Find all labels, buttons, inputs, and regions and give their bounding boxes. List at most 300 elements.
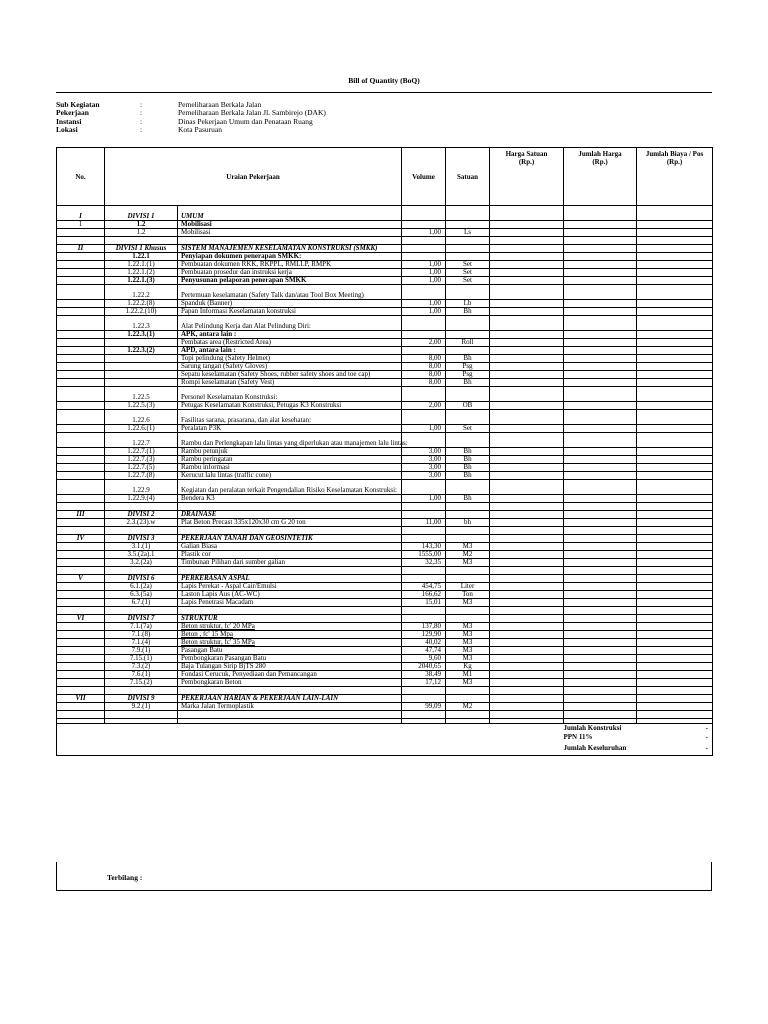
table-row	[57, 591, 713, 599]
row-jumlah-biaya	[637, 464, 713, 472]
row-code: 1.22.1	[105, 253, 178, 261]
table-row	[57, 703, 713, 711]
row-no	[57, 487, 105, 495]
row-jumlah-biaya	[637, 363, 713, 371]
row-description: Sarung tangan (Safety Gloves)	[178, 363, 402, 371]
row-harga-satuan	[490, 229, 564, 237]
table-row	[57, 599, 713, 607]
row-description: PEKERJAAN HARIAN & PEKERJAAN LAIN-LAIN	[178, 695, 402, 703]
row-code: 1.22.1.(2)	[105, 269, 178, 277]
row-code	[105, 371, 178, 379]
empty-cell	[446, 607, 490, 615]
row-harga-satuan	[490, 695, 564, 703]
row-harga-satuan	[490, 575, 564, 583]
row-code: 1.22.6.(1)	[105, 425, 178, 433]
row-no	[57, 331, 105, 339]
totals-label: PPN 11%	[563, 733, 593, 741]
row-jumlah-biaya	[637, 456, 713, 464]
row-jumlah-harga	[564, 269, 637, 277]
row-no	[57, 292, 105, 300]
row-no	[57, 663, 105, 671]
row-satuan: M2	[446, 703, 490, 711]
row-code: DIVISI 2	[105, 511, 178, 519]
row-code: 1.22.7.(5)	[105, 464, 178, 472]
row-jumlah-biaya	[637, 695, 713, 703]
row-description: Rambu dan Perlengkapan lalu lintas yang diperlukan atau manajemen lalu lintas:	[178, 440, 402, 448]
row-no	[57, 339, 105, 347]
table-row	[57, 221, 713, 229]
row-description: PERKERASAN ASPAL	[178, 575, 402, 583]
totals-row	[57, 724, 713, 734]
table-row	[57, 363, 713, 371]
row-jumlah-harga	[564, 695, 637, 703]
row-harga-satuan	[490, 559, 564, 567]
row-code: 7.6.(1)	[105, 671, 178, 679]
row-jumlah-biaya	[637, 323, 713, 331]
row-no	[57, 519, 105, 527]
row-description: Rambu petunjuk	[178, 448, 402, 456]
row-jumlah-biaya	[637, 655, 713, 663]
row-harga-satuan	[490, 583, 564, 591]
row-jumlah-harga	[564, 487, 637, 495]
row-jumlah-harga	[564, 229, 637, 237]
row-jumlah-biaya	[637, 448, 713, 456]
row-description: Peralatan P3K	[178, 425, 402, 433]
row-volume: 1,00	[402, 269, 446, 277]
empty-cell	[446, 567, 490, 575]
row-jumlah-harga	[564, 599, 637, 607]
header-jumlah-harga: Jumlah Harga (Rp.)	[564, 148, 637, 206]
info-value: Kota Pasuruan	[178, 124, 222, 134]
row-harga-satuan	[490, 655, 564, 663]
row-volume: 1,00	[402, 300, 446, 308]
row-satuan: Psg	[446, 371, 490, 379]
row-no	[57, 371, 105, 379]
row-satuan: M3	[446, 655, 490, 663]
row-no	[57, 394, 105, 402]
row-harga-satuan	[490, 253, 564, 261]
row-no: III	[57, 511, 105, 519]
row-satuan: M1	[446, 671, 490, 679]
row-no	[57, 623, 105, 631]
empty-cell	[57, 711, 105, 719]
row-jumlah-biaya	[637, 292, 713, 300]
row-harga-satuan	[490, 671, 564, 679]
empty-cell	[446, 503, 490, 511]
totals-blank	[57, 742, 564, 756]
row-code: 3.1.(1)	[105, 543, 178, 551]
row-jumlah-harga	[564, 363, 637, 371]
row-satuan: Ton	[446, 591, 490, 599]
row-satuan: M3	[446, 623, 490, 631]
row-code: 6.1.(2a)	[105, 583, 178, 591]
row-description: Kegiatan dan peralatan terkait Pengendalian Risiko Keselamatan Konstruksi:	[178, 487, 402, 495]
row-description: Petugas Keselamatan Konstruksi, Petugas K3 Konstruksi	[178, 402, 402, 410]
row-no	[57, 253, 105, 261]
empty-cell	[446, 206, 490, 214]
row-satuan: Bh	[446, 464, 490, 472]
row-jumlah-harga	[564, 535, 637, 543]
row-jumlah-harga	[564, 703, 637, 711]
info-colon: :	[140, 108, 143, 118]
row-jumlah-harga	[564, 503, 637, 511]
row-volume: 137,80	[402, 623, 446, 631]
row-jumlah-biaya	[637, 308, 713, 316]
row-jumlah-harga	[564, 417, 637, 425]
row-harga-satuan	[490, 456, 564, 464]
row-jumlah-harga	[564, 308, 637, 316]
totals-label: Jumlah Konstruksi	[563, 724, 622, 732]
row-description: Pertemuan keselamatan (Safety Talk dan/atau Tool Box Meeting)	[178, 292, 402, 300]
table-row	[57, 495, 713, 503]
row-description: APD, antara lain :	[178, 347, 402, 355]
row-code: 9.2.(1)	[105, 703, 178, 711]
table-spacer-row	[57, 285, 713, 293]
row-code: 1.22.7.(1)	[105, 448, 178, 456]
terbilang-box	[56, 862, 712, 891]
info-row-instansi	[56, 118, 456, 126]
row-harga-satuan	[490, 567, 564, 575]
row-harga-satuan	[490, 292, 564, 300]
row-jumlah-biaya	[637, 535, 713, 543]
empty-cell	[105, 711, 178, 719]
row-no	[57, 655, 105, 663]
row-description: Mobilisasi	[178, 229, 402, 237]
empty-cell	[446, 387, 490, 395]
totals-value: -	[637, 742, 713, 756]
row-jumlah-biaya	[637, 663, 713, 671]
row-jumlah-harga	[564, 316, 637, 324]
row-description: Penyusunan pelaporan penerapan SMKK	[178, 277, 402, 285]
row-code: 7.15.(2)	[105, 679, 178, 687]
row-harga-satuan	[490, 363, 564, 371]
row-satuan: Set	[446, 277, 490, 285]
info-value: Pemeliharaan Berkala Jalan Jl. Sambirejo (DAK)	[178, 108, 326, 118]
empty-cell	[57, 410, 105, 418]
row-harga-satuan	[490, 387, 564, 395]
row-jumlah-harga	[564, 583, 637, 591]
row-satuan: Kg	[446, 663, 490, 671]
row-no	[57, 591, 105, 599]
row-description: Bendera K3	[178, 495, 402, 503]
table-spacer-row	[57, 316, 713, 324]
row-harga-satuan	[490, 543, 564, 551]
row-jumlah-biaya	[637, 394, 713, 402]
row-satuan: M3	[446, 543, 490, 551]
row-code: 7.1.(7a)	[105, 623, 178, 631]
row-jumlah-harga	[564, 402, 637, 410]
table-totals	[57, 724, 713, 756]
empty-cell	[402, 206, 446, 214]
row-no	[57, 448, 105, 456]
row-no	[57, 464, 105, 472]
row-volume: 3,00	[402, 472, 446, 480]
row-description: Fondasi Cerucuk, Penyediaan dan Pemancangan	[178, 671, 402, 679]
row-satuan: M3	[446, 647, 490, 655]
table-row	[57, 639, 713, 647]
table-row	[57, 245, 713, 253]
row-jumlah-biaya	[637, 316, 713, 324]
row-description: Pembuatan dokumen RKK, RKPPL, RMLLP, RMPK	[178, 261, 402, 269]
row-jumlah-harga	[564, 647, 637, 655]
row-harga-satuan	[490, 495, 564, 503]
row-satuan: Bh	[446, 495, 490, 503]
row-no	[57, 456, 105, 464]
totals-blank	[57, 733, 564, 742]
row-harga-satuan	[490, 433, 564, 441]
row-jumlah-biaya	[637, 472, 713, 480]
row-description: Personel Keselamatan Konstruksi:	[178, 394, 402, 402]
empty-cell	[446, 527, 490, 535]
row-jumlah-biaya	[637, 639, 713, 647]
row-volume: 32,35	[402, 559, 446, 567]
row-code	[105, 379, 178, 387]
row-volume: 47,74	[402, 647, 446, 655]
totals-row	[57, 733, 713, 742]
row-harga-satuan	[490, 527, 564, 535]
row-no	[57, 261, 105, 269]
row-jumlah-biaya	[637, 425, 713, 433]
terbilang-label: Terbilang :	[107, 873, 143, 882]
table-row	[57, 559, 713, 567]
row-description: APK, antara lain :	[178, 331, 402, 339]
row-jumlah-biaya	[637, 487, 713, 495]
row-satuan: OB	[446, 402, 490, 410]
row-harga-satuan	[490, 323, 564, 331]
row-no	[57, 379, 105, 387]
row-jumlah-biaya	[637, 331, 713, 339]
row-jumlah-biaya	[637, 575, 713, 583]
row-volume: 1555,00	[402, 551, 446, 559]
row-no	[57, 647, 105, 655]
table-row	[57, 379, 713, 387]
empty-cell	[402, 410, 446, 418]
row-harga-satuan	[490, 347, 564, 355]
row-code: 1.22.1.(1)	[105, 261, 178, 269]
info-colon: :	[140, 124, 143, 134]
table-header	[57, 148, 713, 206]
row-harga-satuan	[490, 221, 564, 229]
row-description: Marka Jalan Termoplastik	[178, 703, 402, 711]
row-code: DIVISI 3	[105, 535, 178, 543]
row-harga-satuan	[490, 711, 564, 719]
row-description: Galian Biasa	[178, 543, 402, 551]
table-row	[57, 331, 713, 339]
row-satuan: Liter	[446, 583, 490, 591]
row-volume: 15,01	[402, 599, 446, 607]
empty-cell	[402, 687, 446, 695]
totals-value: -	[637, 733, 713, 742]
row-code: 1.22.6	[105, 417, 178, 425]
row-harga-satuan	[490, 631, 564, 639]
totals-label: Jumlah Keseluruhan	[564, 742, 637, 756]
row-satuan: Bh	[446, 355, 490, 363]
row-code: 7.15.(1)	[105, 655, 178, 663]
row-satuan: Bh	[446, 379, 490, 387]
row-jumlah-harga	[564, 261, 637, 269]
row-no: I	[57, 213, 105, 221]
row-harga-satuan	[490, 245, 564, 253]
row-volume: 143,30	[402, 543, 446, 551]
row-volume: 8,00	[402, 355, 446, 363]
row-jumlah-harga	[564, 355, 637, 363]
table-body	[57, 206, 713, 724]
row-description: Pembatas area (Restricted Area)	[178, 339, 402, 347]
info-value: Dinas Pekerjaan Umum dan Penataan Ruang	[178, 116, 313, 126]
table-row	[57, 615, 713, 623]
row-no: VII	[57, 695, 105, 703]
row-description: Sepatu keselamatan (Safety Shoes, rubber safety shoes and toe cap)	[178, 371, 402, 379]
table-row	[57, 551, 713, 559]
info-label: Lokasi	[56, 124, 78, 134]
row-jumlah-harga	[564, 575, 637, 583]
row-description: Plastik cor	[178, 551, 402, 559]
row-description: Rompi keselamatan (Safety Vest)	[178, 379, 402, 387]
empty-cell	[57, 285, 105, 293]
table-row	[57, 647, 713, 655]
row-jumlah-harga	[564, 410, 637, 418]
row-jumlah-biaya	[637, 440, 713, 448]
row-jumlah-biaya	[637, 527, 713, 535]
table-row	[57, 371, 713, 379]
row-harga-satuan	[490, 269, 564, 277]
row-harga-satuan	[490, 599, 564, 607]
row-harga-satuan	[490, 402, 564, 410]
row-code: 1.22.9	[105, 487, 178, 495]
row-harga-satuan	[490, 647, 564, 655]
row-satuan: bh	[446, 519, 490, 527]
row-volume: 129,90	[402, 631, 446, 639]
row-no	[57, 363, 105, 371]
row-jumlah-biaya	[637, 687, 713, 695]
row-jumlah-biaya	[637, 402, 713, 410]
row-jumlah-biaya	[637, 591, 713, 599]
table-row	[57, 575, 713, 583]
row-jumlah-harga	[564, 277, 637, 285]
row-satuan: M2	[446, 551, 490, 559]
empty-cell	[402, 607, 446, 615]
row-jumlah-harga	[564, 379, 637, 387]
row-jumlah-harga	[564, 543, 637, 551]
row-satuan: Bh	[446, 448, 490, 456]
row-jumlah-biaya	[637, 245, 713, 253]
table-row	[57, 695, 713, 703]
row-code	[105, 363, 178, 371]
row-no	[57, 277, 105, 285]
row-jumlah-biaya	[637, 519, 713, 527]
row-volume	[402, 245, 446, 253]
row-code: 1.22.9.(4)	[105, 495, 178, 503]
row-jumlah-harga	[564, 300, 637, 308]
row-jumlah-biaya	[637, 387, 713, 395]
row-harga-satuan	[490, 464, 564, 472]
row-code: 7.1.(8)	[105, 631, 178, 639]
table-row	[57, 663, 713, 671]
empty-cell	[446, 480, 490, 488]
table-row	[57, 519, 713, 527]
empty-cell	[178, 711, 402, 719]
info-colon: :	[140, 116, 143, 126]
row-jumlah-harga	[564, 245, 637, 253]
header-harga-satuan: Harga Satuan (Rp.)	[490, 148, 564, 206]
row-code: 1.22.3.(2)	[105, 347, 178, 355]
row-jumlah-biaya	[637, 285, 713, 293]
row-no	[57, 229, 105, 237]
row-harga-satuan	[490, 206, 564, 214]
row-code: 1.22.2.(10)	[105, 308, 178, 316]
row-jumlah-biaya	[637, 551, 713, 559]
row-volume: 3,00	[402, 464, 446, 472]
document-title: Bill of Quantity (BoQ)	[348, 76, 420, 85]
empty-cell	[446, 285, 490, 293]
row-satuan	[446, 323, 490, 331]
row-description: Laston Lapis Aus (AC-WC)	[178, 591, 402, 599]
row-jumlah-harga	[564, 387, 637, 395]
row-harga-satuan	[490, 472, 564, 480]
row-no	[57, 308, 105, 316]
row-description: Alat Pelindung Kerja dan Alat Pelindung Diri:	[178, 323, 402, 331]
row-harga-satuan	[490, 308, 564, 316]
row-code: 7.1.(4)	[105, 639, 178, 647]
row-jumlah-biaya	[637, 583, 713, 591]
row-satuan: M3	[446, 679, 490, 687]
row-jumlah-harga	[564, 607, 637, 615]
row-jumlah-biaya	[637, 433, 713, 441]
table-spacer-row	[57, 387, 713, 395]
empty-cell	[446, 433, 490, 441]
row-jumlah-harga	[564, 323, 637, 331]
row-jumlah-harga	[564, 511, 637, 519]
row-jumlah-harga	[564, 615, 637, 623]
row-code: 1.22.5	[105, 394, 178, 402]
empty-cell	[402, 711, 446, 719]
row-description: Fasilitas sarana, prasarana, dan alat kesehatan:	[178, 417, 402, 425]
row-code: 1.22.2.(8)	[105, 300, 178, 308]
table-row	[57, 655, 713, 663]
row-satuan: Bh	[446, 456, 490, 464]
table-row	[57, 472, 713, 480]
row-jumlah-biaya	[637, 261, 713, 269]
row-description: Beton , fc' 15 Mpa	[178, 631, 402, 639]
row-satuan	[446, 245, 490, 253]
empty-cell	[402, 237, 446, 245]
row-jumlah-harga	[564, 285, 637, 293]
info-value: Pemeliharaan Berkala Jalan	[178, 100, 262, 109]
row-jumlah-harga	[564, 679, 637, 687]
row-no: VI	[57, 615, 105, 623]
row-no: II	[57, 245, 105, 253]
row-harga-satuan	[490, 639, 564, 647]
row-jumlah-biaya	[637, 379, 713, 387]
row-harga-satuan	[490, 379, 564, 387]
row-description: Lapis Penetrasi Macadam	[178, 599, 402, 607]
row-jumlah-biaya	[637, 503, 713, 511]
row-description: Rambu peringatan	[178, 456, 402, 464]
row-jumlah-harga	[564, 433, 637, 441]
row-harga-satuan	[490, 503, 564, 511]
row-jumlah-harga	[564, 591, 637, 599]
row-no	[57, 631, 105, 639]
row-no: 1	[57, 221, 105, 229]
row-jumlah-harga	[564, 464, 637, 472]
empty-cell	[57, 480, 105, 488]
row-description: Kerucut lalu lintas (traffic cone)	[178, 472, 402, 480]
row-harga-satuan	[490, 487, 564, 495]
row-description: Rambu informasi	[178, 464, 402, 472]
row-harga-satuan	[490, 261, 564, 269]
row-jumlah-biaya	[637, 417, 713, 425]
header-uraian: Uraian Pekerjaan	[105, 148, 402, 206]
